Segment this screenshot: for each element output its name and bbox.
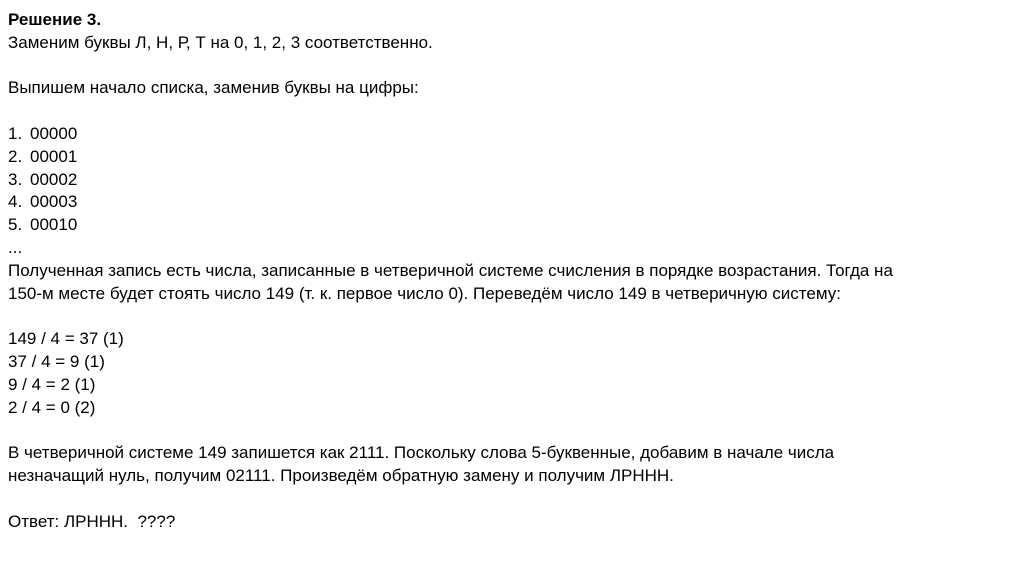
numbered-list (8, 123, 1018, 237)
division-step: 2 / 4 = 0 (2) (8, 397, 96, 417)
list-item (8, 123, 1018, 146)
list-item-value: 00010 (30, 215, 78, 235)
blank-line (8, 305, 1018, 328)
answer-text: Ответ: ЛРННН. ???? (8, 511, 176, 531)
division-steps (8, 328, 1018, 419)
solution-document (8, 9, 1018, 533)
paragraph-line: Полученная запись есть числа, записанные в четверичной системе счисления в порядке возрастания. Тогда на (8, 260, 893, 280)
blank-line (8, 488, 1018, 511)
blank-line (8, 55, 1018, 78)
ellipsis: ... (8, 237, 23, 257)
division-step: 9 / 4 = 2 (1) (8, 374, 96, 394)
list-item-number: 4. (8, 192, 23, 212)
division-step: 149 / 4 = 37 (1) (8, 329, 124, 349)
list-item-number: 3. (8, 169, 23, 189)
list-heading: Выпишем начало списка, заменив буквы на цифры: (8, 78, 419, 98)
list-item-value: 00000 (30, 123, 78, 143)
list-item-number: 5. (8, 215, 23, 235)
intro-text: Заменим буквы Л, Н, Р, Т на 0, 1, 2, 3 соответственно. (8, 32, 433, 52)
list-item-value: 00002 (30, 169, 78, 189)
solution-title: Решение 3. (8, 10, 102, 29)
division-step: 37 / 4 = 9 (1) (8, 351, 105, 371)
list-item (8, 146, 1018, 169)
blank-line (8, 100, 1018, 123)
paragraph-line: незначащий нуль, получим 02111. Произведём обратную замену и получим ЛРННН. (8, 465, 674, 485)
list-item-value: 00001 (30, 146, 78, 166)
paragraph-line: В четверичной системе 149 запишется как 2111. Поскольку слова 5-буквенные, добавим в начале числа (8, 443, 835, 463)
list-item-value: 00003 (30, 192, 78, 212)
list-item-number: 2. (8, 146, 23, 166)
list-item (8, 169, 1018, 192)
list-item (8, 214, 1018, 237)
list-item (8, 191, 1018, 214)
list-item-number: 1. (8, 123, 23, 143)
blank-line (8, 419, 1018, 442)
paragraph-line: 150-м месте будет стоять число 149 (т. к. первое число 0). Переведём число 149 в четверичную систему: (8, 283, 841, 303)
